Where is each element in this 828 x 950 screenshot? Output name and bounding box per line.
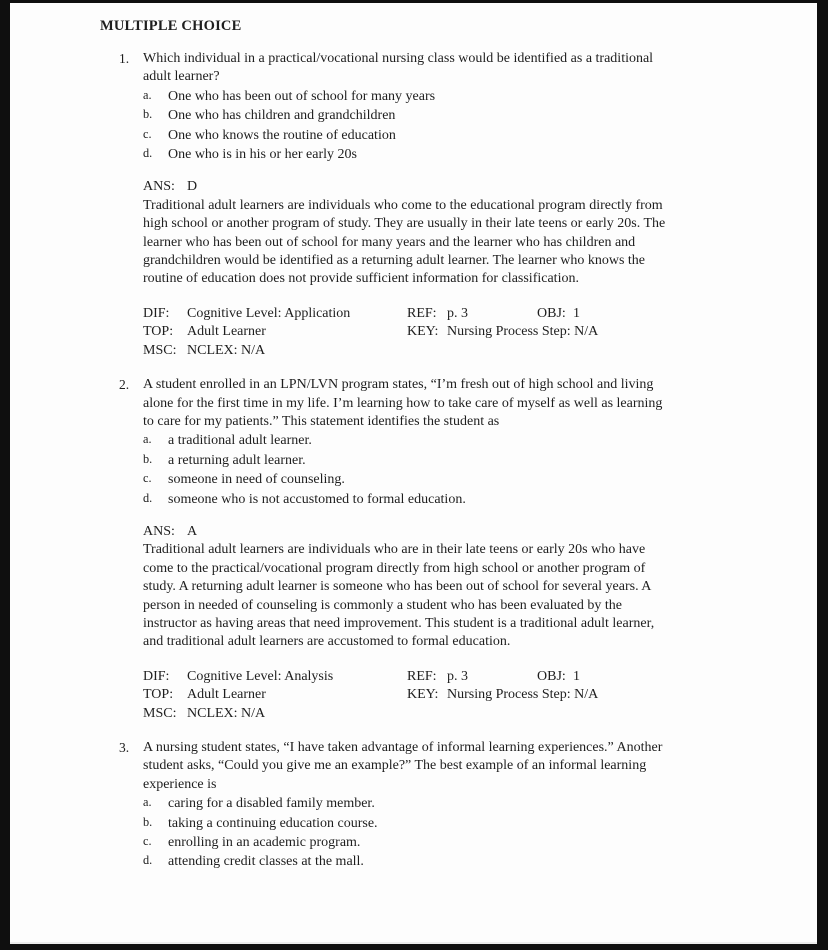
obj-value: 1 — [573, 305, 580, 321]
meta-block — [143, 305, 783, 360]
question-stem-row — [119, 739, 783, 794]
option-letter: c. — [143, 471, 152, 486]
option-letter: a. — [143, 432, 152, 447]
answer-label: ANS: — [143, 179, 175, 195]
option-text: a returning adult learner. — [168, 452, 306, 468]
key-label: KEY: — [407, 687, 439, 703]
msc-label: MSC: — [143, 342, 177, 358]
rationale-line: person in needed of counseling is commonly a student who has been evaluated by the — [143, 597, 622, 613]
rationale-line: grandchildren would be identified as a returning adult learner. The learner who knows the — [143, 253, 646, 269]
answer-block — [143, 523, 783, 652]
question-stem — [143, 739, 783, 794]
answer-row — [143, 178, 783, 196]
question-block — [119, 50, 783, 360]
answer-option — [143, 490, 783, 509]
meta-row-top — [143, 686, 783, 704]
msc-label: MSC: — [143, 705, 177, 721]
meta-row-msc — [143, 705, 783, 723]
rationale-line: Traditional adult learners are individuals who come to the educational program directly from — [143, 197, 663, 213]
option-text: One who has children and grandchildren — [168, 108, 396, 124]
question-stem — [143, 50, 783, 87]
stem-line: Which individual in a practical/vocational nursing class would be identified as a traditional — [143, 51, 654, 66]
question-block — [119, 739, 783, 872]
option-text: One who is in his or her early 20s — [168, 147, 357, 163]
question-number: 2. — [119, 377, 130, 393]
rationale-line: instructor as having areas that need improvement. This student is a traditional adult learner, — [143, 615, 655, 631]
dif-label: DIF: — [143, 305, 170, 321]
stem-line: A student enrolled in an LPN/LVN program states, “I’m fresh out of high school and living — [143, 377, 654, 393]
option-text: someone in need of counseling. — [168, 472, 345, 488]
meta-row-dif — [143, 305, 783, 323]
option-letter: b. — [143, 814, 153, 829]
ref-value: p. 3 — [447, 668, 468, 684]
dif-label: DIF: — [143, 668, 170, 684]
answer-option — [143, 470, 783, 489]
rationale-line: Traditional adult learners are individuals who are in their late teens or early 20s who have — [143, 542, 646, 558]
top-value: Adult Learner — [187, 687, 266, 703]
meta-row-top — [143, 323, 783, 341]
option-text: taking a continuing education course. — [168, 815, 378, 831]
key-value: Nursing Process Step: N/A — [447, 687, 599, 703]
stem-line: student asks, “Could you give me an example?” The best example of an informal learning — [143, 758, 647, 774]
answer-option — [143, 126, 783, 145]
answer-option — [143, 451, 783, 470]
key-label: KEY: — [407, 324, 439, 340]
options-list — [143, 87, 783, 165]
question-stem-row — [119, 50, 783, 87]
option-letter: b. — [143, 451, 153, 466]
option-letter: d. — [143, 853, 153, 868]
option-text: enrolling in an academic program. — [168, 835, 361, 851]
option-letter: a. — [143, 795, 152, 810]
top-label: TOP: — [143, 324, 174, 340]
dif-value: Cognitive Level: Application — [187, 305, 351, 321]
answer-block — [143, 178, 783, 288]
option-letter: d. — [143, 146, 153, 161]
dif-value: Cognitive Level: Analysis — [187, 668, 334, 684]
stem-line: A nursing student states, “I have taken advantage of informal learning experiences.” Another — [143, 740, 663, 755]
ref-value: p. 3 — [447, 305, 468, 321]
option-letter: c. — [143, 126, 152, 141]
ref-label: REF: — [407, 305, 437, 321]
stem-line: alone for the first time in my life. I’m learning how to take care of myself as well as learning — [143, 395, 663, 411]
key-value: Nursing Process Step: N/A — [447, 324, 599, 340]
rationale-line: high school or another program of study. They are usually in their late teens or early 20s. The — [143, 216, 666, 232]
answer-option — [143, 87, 783, 106]
options-list — [143, 794, 783, 872]
option-letter: c. — [143, 834, 152, 849]
option-letter: a. — [143, 87, 152, 102]
top-label: TOP: — [143, 687, 174, 703]
obj-value: 1 — [573, 668, 580, 684]
options-list — [143, 431, 783, 509]
rationale — [143, 197, 783, 289]
option-text: caring for a disabled family member. — [168, 796, 375, 812]
msc-value: NCLEX: N/A — [187, 705, 266, 721]
question-block — [119, 376, 783, 723]
question-stem-row — [119, 376, 783, 431]
rationale-line: routine of education does not provide sufficient information for classification. — [143, 271, 579, 287]
rationale-line: learner who has been out of school for many years and the learner who has children and — [143, 234, 636, 250]
stem-line: to care for my patients.” This statement identifies the student as — [143, 413, 500, 429]
meta-block — [143, 668, 783, 723]
rationale-line: and traditional adult learners are accustomed to formal education. — [143, 634, 511, 650]
meta-row-dif — [143, 668, 783, 686]
obj-label: OBJ: — [537, 668, 566, 684]
option-text: One who has been out of school for many years — [168, 88, 436, 104]
answer-value: A — [187, 523, 198, 539]
stem-line: experience is — [143, 776, 217, 792]
rationale — [143, 541, 783, 651]
answer-value: D — [187, 179, 198, 195]
answer-option — [143, 794, 783, 813]
option-letter: b. — [143, 107, 153, 122]
question-number: 1. — [119, 51, 130, 66]
question-stem — [143, 376, 783, 431]
answer-option — [143, 106, 783, 125]
answer-row — [143, 523, 783, 541]
answer-label: ANS: — [143, 523, 175, 539]
option-text: a traditional adult learner. — [168, 433, 312, 449]
rationale-line: study. A returning adult learner is someone who has been out of school for several years. A — [143, 579, 652, 595]
questions — [119, 50, 783, 872]
option-letter: d. — [143, 490, 153, 505]
answer-option — [143, 814, 783, 833]
option-text: One who knows the routine of education — [168, 127, 396, 143]
document-page — [10, 3, 817, 944]
option-text: attending credit classes at the mall. — [168, 854, 364, 870]
answer-option — [143, 833, 783, 852]
question-number: 3. — [119, 740, 130, 755]
answer-option — [143, 145, 783, 164]
answer-option — [143, 852, 783, 871]
stem-line: adult learner? — [143, 69, 220, 85]
answer-option — [143, 431, 783, 450]
top-value: Adult Learner — [187, 324, 266, 340]
rationale-line: come to the practical/vocational program directly from high school or another program of — [143, 560, 646, 576]
obj-label: OBJ: — [537, 305, 566, 321]
msc-value: NCLEX: N/A — [187, 342, 266, 358]
ref-label: REF: — [407, 668, 437, 684]
section-heading: MULTIPLE CHOICE — [100, 18, 242, 34]
meta-row-msc — [143, 342, 783, 360]
option-text: someone who is not accustomed to formal education. — [168, 491, 466, 507]
